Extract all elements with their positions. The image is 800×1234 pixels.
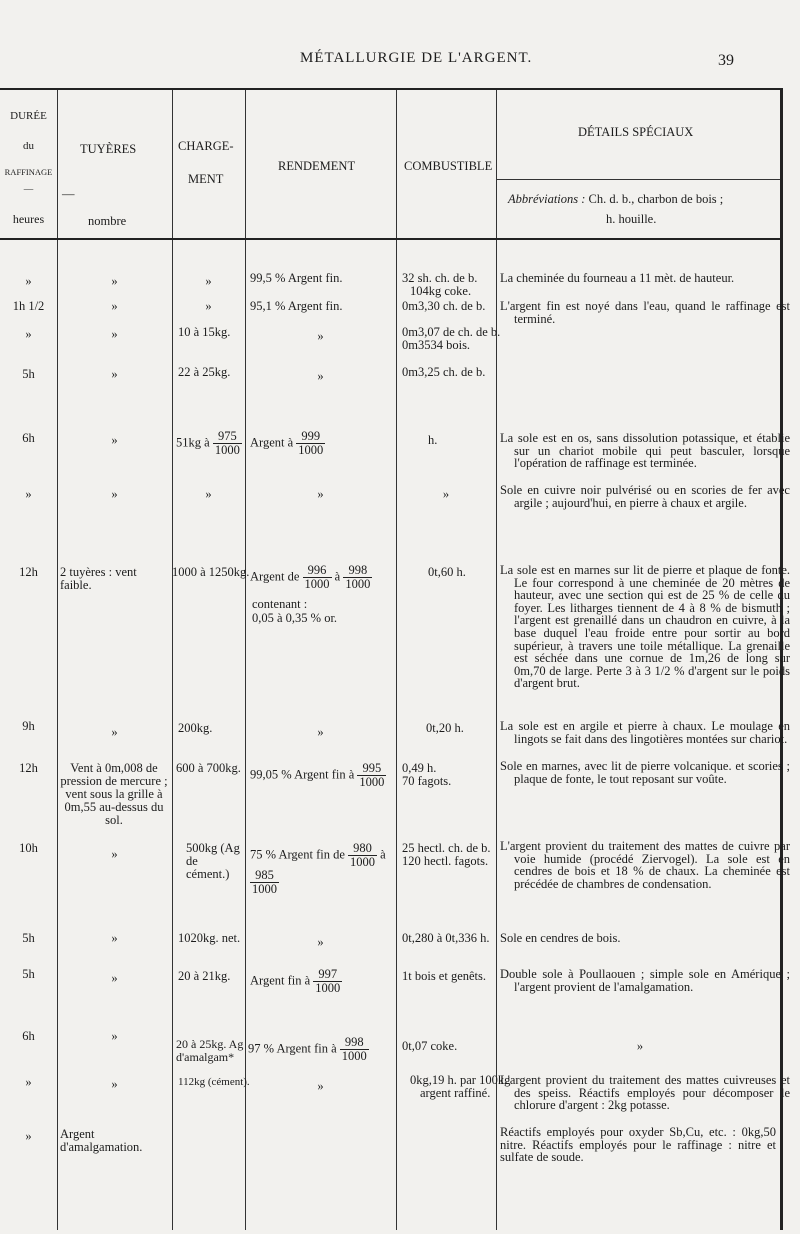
- header-details: DÉTAILS SPÉCIAUX: [578, 125, 694, 139]
- header-bottom-rule: [0, 238, 780, 240]
- rendement-fraction: 75 % Argent fin de $\frac{980}{1000}$ à $\frac{985}{1000}$: [250, 841, 386, 896]
- header-rendement: RENDEMENT: [278, 159, 356, 173]
- header-rule: [496, 179, 780, 180]
- page-header: [0, 0, 800, 86]
- charge-fraction: 51kg à $\frac{975}{1000}$: [176, 429, 240, 457]
- column-rule: [172, 90, 173, 1230]
- header-combustible: COMBUSTIBLE: [404, 159, 493, 173]
- rendement-fraction: 97 % Argent fin à $\frac{998}{1000}$: [248, 1035, 367, 1063]
- column-rule: [57, 90, 58, 1230]
- column-rule: [496, 90, 497, 1230]
- rendement-fraction: Argent à $\frac{999}{1000}$: [250, 429, 324, 457]
- page-number: 39: [718, 52, 734, 69]
- header-abbreviations: Abbréviations : Ch. d. b., charbon de bois ;: [508, 192, 724, 206]
- rendement-fraction: Argent de $\frac{996}{1000}$ à $\frac{998}{1000}$: [250, 563, 371, 591]
- column-rule: [396, 90, 397, 1230]
- rendement-fraction: Argent fin à $\frac{997}{1000}$: [250, 967, 341, 995]
- column-rule: [245, 90, 246, 1230]
- header-abbreviations-2: h. houille.: [606, 212, 657, 226]
- running-title: MÉTALLURGIE DE L'ARGENT.: [300, 50, 533, 66]
- rendement-fraction: 99,05 % Argent fin à $\frac{995}{1000}$: [250, 761, 385, 789]
